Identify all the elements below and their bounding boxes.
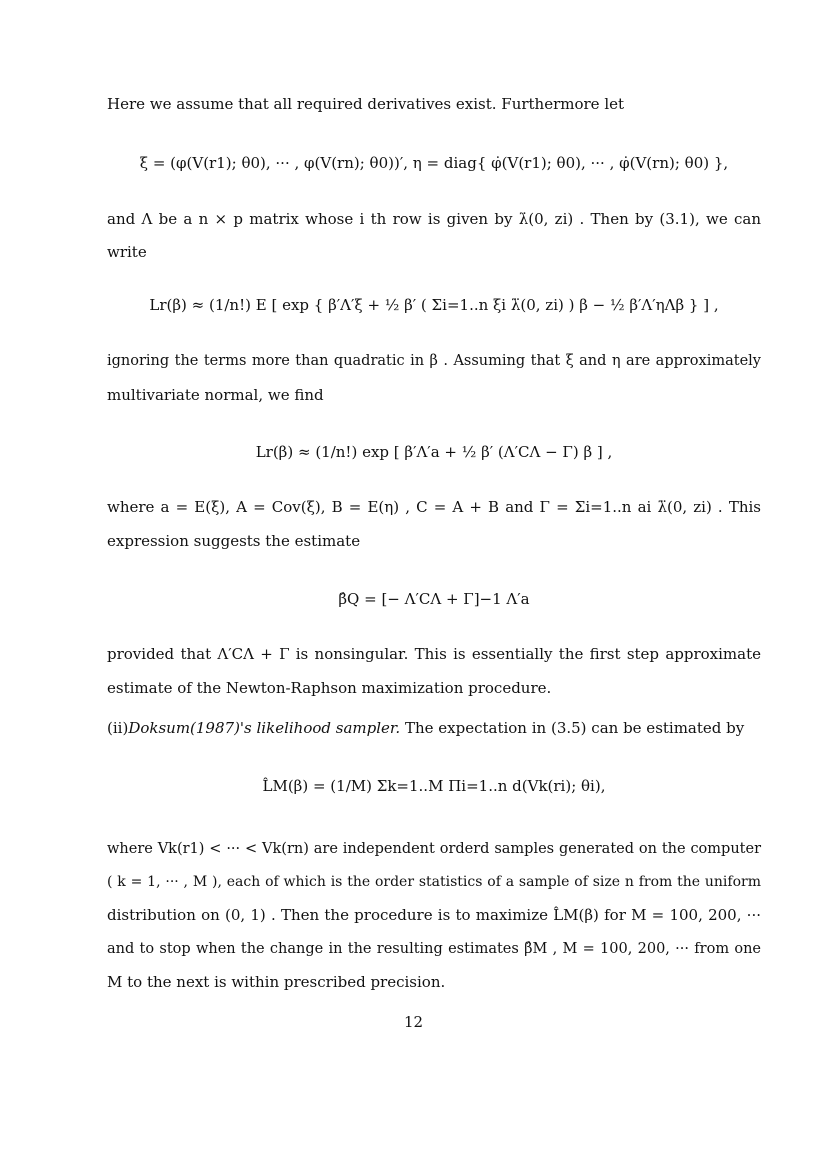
equation-beta-q: β̂Q = [− Λ′CΛ + Γ]−1 Λ′a bbox=[338, 590, 530, 608]
paragraph-lambda-line1: and Λ be a n × p matrix whose i th row is given by λ̇(0, zi) . Then by (3.1), we can bbox=[107, 210, 761, 228]
equation-sampler: L̂M(β) = (1/M) Σk=1..M Πi=1..n d(Vk(ri); θi), bbox=[262, 777, 606, 795]
doksum-title: Doksum(1987)'s likelihood sampler. bbox=[128, 719, 401, 737]
paragraph-sampler-line1: where Vk(r1) < ··· < Vk(rn) are independent orderd samples generated on the computer bbox=[107, 841, 761, 857]
paragraph-sampler-line5: M to the next is within prescribed precision. bbox=[107, 973, 446, 991]
paragraph-intro: Here we assume that all required derivatives exist. Furthermore let bbox=[107, 95, 625, 113]
paragraph-sampler-line2: ( k = 1, ··· , M ), each of which is the order statistics of a sample of size n from the uniform bbox=[107, 874, 761, 890]
doksum-rest: The expectation in (3.5) can be estimated by bbox=[400, 719, 745, 737]
paragraph-nonsingular-line2: estimate of the Newton-Raphson maximization procedure. bbox=[107, 679, 552, 697]
paragraph-quadratic-line2: multivariate normal, we find bbox=[107, 386, 324, 404]
paragraph-sampler-line4: and to stop when the change in the resulting estimates β̂M , M = 100, 200, ··· from one bbox=[107, 941, 761, 957]
doksum-lead: (ii) bbox=[107, 719, 129, 737]
equation-normal-approx: Lr(β) ≈ (1/n!) exp [ β′Λ′a + ½ β′ (Λ′CΛ − Γ) β ] , bbox=[255, 443, 613, 461]
equation-likelihood-approx: Lr(β) ≈ (1/n!) E [ exp { β′Λ′ξ + ½ β′ ( Σi=1..n ξi λ̈(0, zi) ) β − ½ β′Λ′ηΛβ } ] , bbox=[149, 296, 719, 314]
paragraph-quadratic-line1: ignoring the terms more than quadratic in β . Assuming that ξ and η are approximately bbox=[107, 353, 761, 369]
paragraph-doksum bbox=[107, 718, 761, 738]
paragraph-lambda-line2: write bbox=[107, 243, 147, 261]
equation-xi-eta: ξ = (φ(V(r1); θ0), ··· , φ(V(rn); θ0))′, η = diag{ φ̇(V(r1); θ0), ··· , φ̇(V(rn); θ0) }, bbox=[139, 154, 729, 172]
page-number: 12 bbox=[403, 1013, 424, 1031]
paragraph-definitions-line1: where a = E(ξ), A = Cov(ξ), B = E(η) , C = A + B and Γ = Σi=1..n ai λ̈(0, zi) . This bbox=[107, 498, 761, 516]
paragraph-sampler-line3: distribution on (0, 1) . Then the procedure is to maximize L̂M(β) for M = 100, 200, ··· bbox=[107, 906, 761, 924]
paragraph-nonsingular-line1: provided that Λ′CΛ + Γ is nonsingular. This is essentially the first step approximate bbox=[107, 645, 761, 663]
paragraph-definitions-line2: expression suggests the estimate bbox=[107, 532, 361, 550]
